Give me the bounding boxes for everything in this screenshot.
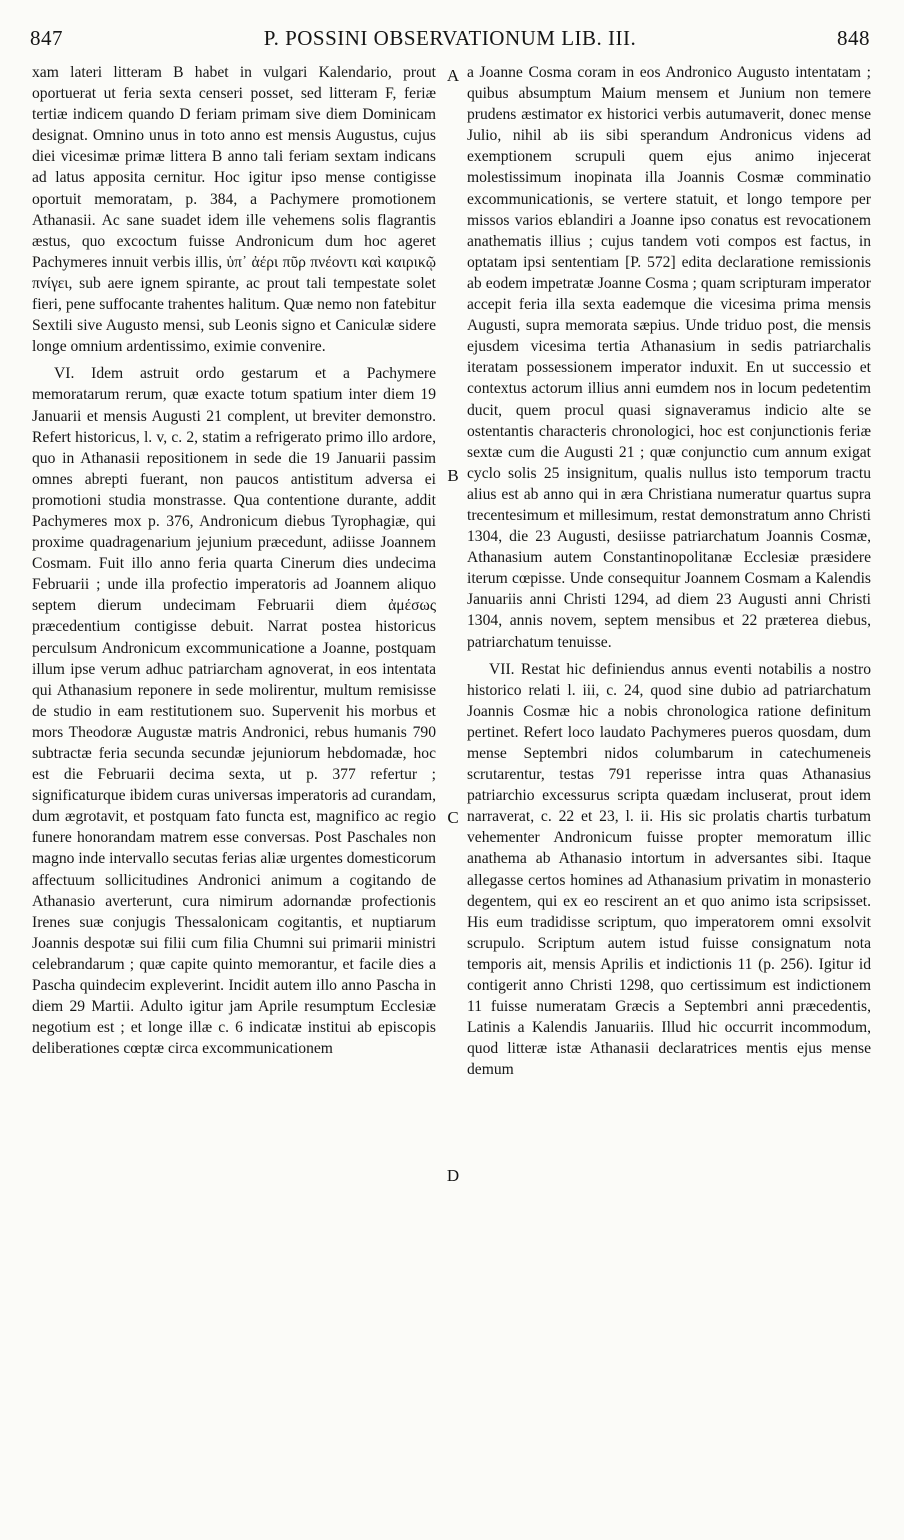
running-header: [30, 26, 870, 56]
margin-section-marks: [441, 62, 465, 1502]
section-mark-c: C: [447, 808, 459, 827]
page-number-left: 847: [30, 26, 63, 50]
right-paragraph: VII. Restat hic definiendus annus eventi notabilis a nostro historico relati l. iii, c. 24, quod sine dubio ad patriarchatum Joannis Cosmæ hic a nobis chronologica ratione definitum pertinet. Refert loco laudato Pachymeres pueros quosdam, dum mense Septembri nidos columbarum in catechumeneis scrutarentur, testas 791 reperisse intra quas Athanasius patriarchio excessurus scripta quædam incluserat, prout idem narraverat, c. 22 et 23, l. ii. His sic prolatis chartis turbatum vehementer Andronicum fuisse propter memoratum illic anathema ab Athanasio intortum in adversantes sibi. Itaque allegasse certos homines ad Athanasium privatim in monasterio degentem, qui ex eo rescirent an et quo animo ista scripsisset. His eum tradidisse scriptum, quo imperatorem omni exsolvit scrupulo. Scriptum autem istud fuisse consignatum nota temporis ait, mensis Aprilis et indictionis 11 (p. 256). Igitur id contigerit anno Christi 1298, quo certissimum est indictionem 11 fuisse numeratam Græcis a Septembri anni præcedentis, Latinis a Kalendis Januariis. Illud hic occurrit incommodum, quod litteræ istæ Athanasii declaratrices mentis ejus mense demum: [467, 660, 871, 1079]
left-paragraph: xam lateri litteram B habet in vulgari Kalendario, prout oportuerat ut feria sexta censeri posset, sed litteram F, feriæ tertiæ indicem quando D feriam primam sive diem Dominicam designat. Omnino unus in toto anno est mensis Augustus, cujus diei vicesimæ primæ littera B anno tali feriam sextam indicans ad latus apposita cernitur. Hoc igitur ipso mense contigisse oportuit memoratam, p. 384, a Pachymere promotionem Athanasii. Ac sane suadet idem ille vehemens solis flagrantis æstus, quo excoctum fuisse Andronicum dum hoc ageret Pachymeres innuit verbis illis, ὑπ᾽ ἀέρι πῦρ πνέοντι καὶ καιρικῷ πνίγει, sub aere ignem spirante, ac prout tali tempestate solet fieri, pene suffocante trahentes halitum. Quæ nemo non fatebitur Sextili sive Augusto mensi, sub Leonis signo et Caniculæ sidere longe omnium ardentissimo, eximie convenire.: [32, 64, 436, 356]
left-paragraph: VI. Idem astruit ordo gestarum et a Pachymere memoratarum rerum, quæ exacte totum spatium inter diem 19 Januarii et mensis Augusti 21 complent, ut breviter demonstro. Refert historicus, l. v, c. 2, statim a refrigerato primo illo ardore, quo in Athanasii repositionem in sede die 19 Januarii passim omnes abrepti fuerant, non paucos antistitum adversa ei promotioni studia monstrasse. Qua contentione durante, addit Pachymeres mox p. 376, Andronicum diebus Tyrophagiæ, qui proxime quadragenarium jejunium præcedunt, adiisse Joannem Cosmam. Fuit illo anno feria quarta Cinerum dies undecima Februarii ; unde illa profectio imperatoris ad Joannem aliquo septem dierum undecimam Februarii diem ἀμέσως præcedentium contigisse debuit. Narrat postea historicus perculsum Andronicum excommunicatione a Joanne, postquam illum ipse verum adhuc patriarcham agnoverat, in eos intentata qui Athanasium reponere in sede molirentur, multum remisisse de studio in eam restitutionem suo. Supervenit his morbus et mors Theodoræ Augustæ matris Andronici, rebus humanis 790 subtractæ feria secunda secundæ jejuniorum hebdomadæ, hoc est die Februarii decima sexta, ut p. 377 refertur ; significaturque ibidem curas universas imperatoris ad curandam, dum ægrotavit, et postquam fato functa est, magnifico ac regio funere honorandam matrem esse conversas. Post Paschales non magno inde intervallo secutas ferias aliæ urgentes domesticorum affectuum sollicitudines Andronici animum a cogitando de Athanasio averterunt, cura nimirum adornandæ profectionis Irenes suæ conjugis Thessalonicam cogitantis, et nuptiarum Joannis despotæ sui filii cum filia Chumni sui primarii ministri celebrandarum ; quæ capite quinto memorantur, et facile dies a Pascha quindecim expleverint. Incidit autem illo anno Pascha in diem 29 Martii. Adulto igitur jam Aprile resumptum Ecclesiæ negotium est ; et longe illæ c. 6 indicatæ institui ab episcopis deliberationes cœptæ circa excommunicationem: [32, 365, 436, 1058]
left-column: [32, 62, 436, 1059]
section-mark-d: D: [446, 1166, 460, 1185]
section-mark-b: B: [447, 466, 459, 485]
page-number-right: 848: [837, 26, 870, 50]
right-column: [467, 62, 871, 1081]
right-paragraph: a Joanne Cosma coram in eos Andronico Augusto intentatam ; quibus absumptum Maium mensem et Junium non temere prudens æstimator ex historici verbis autumaverit, donec mense Julio, nihil ab iis sibi sperandum Andronicus videns ad exemptionem scrupuli quem ejus animo injecerat molestissimum inopinata illa Joannis Cosmæ comminatio excommunicationis, se vertere statuit, et longo tempore per missos varios eblandiri a Joanne ipso conatus est revocationem anathematis illius ; cujus tandem voti compos est factus, in optatam ipsi sententiam [P. 572] edita declaratione remissionis ab eodem impetratæ Joanne Cosma ; quam scripturam imperator accepit feria illa sexta eademque die vicesima prima mensis Augusti, supra memorata sæpius. Unde triduo post, die mensis ejusdem vicesima tertia Athanasium in sedis patriarchalis iteratam possessionem imperator induxit. En ut successio et contextus actorum illius anni eumdem nos in locum pedetentim ducit, quem procul quasi signaveramus indicio alte se ostentantis characteris chronologici, hoc est conjunctionis feriæ sextæ cum die Augusti 21 ; quæ conjunctio cum annum exigat cyclo solis 25 insignitum, qualis nullus isto temporum tractu alius est ab anno qui in æra Christiana numeratur quartus supra trecentesimum et millesimum, restat demonstratum anno Christi 1304, die 23 Augusti, desiisse patriarchatum Joannis Cosmæ, Athanasium autem Constantinopolitanæ Ecclesiæ præsidere iterum cœpisse. Unde consequitur Joannem Cosmam a Kalendis Januariis anni Christi 1294, ad diem 23 Augusti anni Christi 1304, annis novem, septem mensibus et 22 præterea diebus, patriarchatum tenuisse.: [467, 64, 871, 651]
running-title: P. POSSINI OBSERVATIONUM LIB. III.: [263, 26, 637, 50]
section-mark-a: A: [446, 66, 460, 85]
